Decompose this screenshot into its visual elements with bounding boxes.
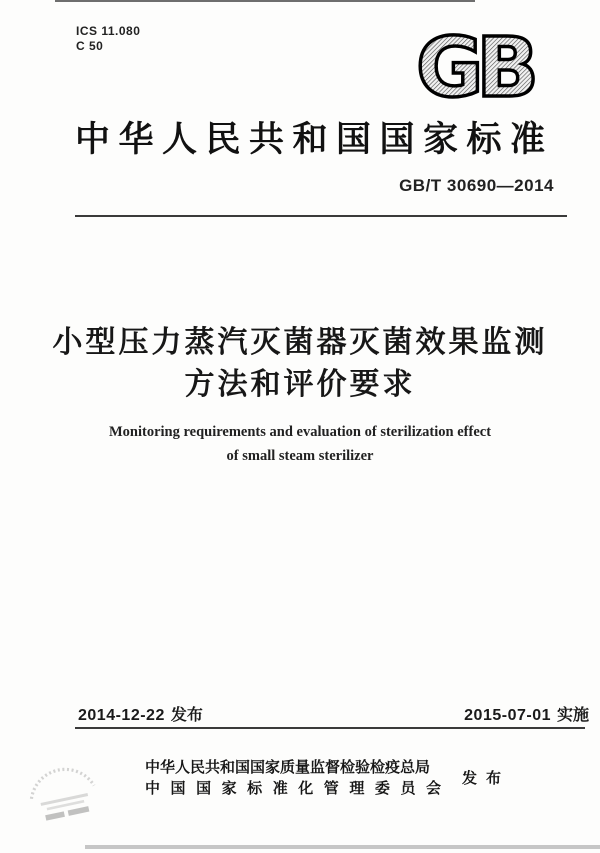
ics-code: ICS 11.080 [76, 24, 141, 38]
issue-label: 发布 [170, 707, 203, 724]
dates-row [78, 702, 589, 725]
gb-logo-text: GB [416, 30, 532, 104]
standard-number: GB/T 30690—2014 [399, 176, 554, 195]
scan-edge-artifact [55, 0, 475, 2]
implement-date-group [464, 702, 589, 725]
issue-date-group [78, 702, 203, 725]
gb-logo-icon [412, 30, 536, 104]
implement-date: 2015-07-01 [464, 707, 551, 724]
publisher-line1: 中华人民共和国国家质量监督检验检疫总局 [145, 759, 431, 776]
implement-label: 实施 [556, 707, 589, 724]
national-standard-header: 中华人民共和国国家标准 [75, 120, 545, 159]
footer-rule [75, 727, 585, 729]
standard-title-cn [0, 322, 600, 406]
publisher-block [145, 757, 441, 799]
standard-title-en [0, 420, 600, 468]
title-cn-line1: 小型压力蒸汽灭菌器灭菌效果监测 [52, 326, 548, 359]
title-en-line1: Monitoring requirements and evaluation of sterilization effect [108, 424, 492, 440]
issue-date: 2014-12-22 [78, 707, 165, 724]
scan-bottom-band [85, 845, 600, 849]
header-rule [75, 215, 567, 217]
title-cn-line2: 方法和评价要求 [184, 368, 416, 401]
title-en-line2: of small steam sterilizer [226, 448, 374, 464]
publish-label: 发布 [462, 770, 511, 787]
publisher-line2: 中国国家标准化管理委员会 [145, 780, 441, 797]
ics-classification [76, 24, 140, 54]
stamp-watermark [18, 752, 110, 844]
doc-class-code: C 50 [76, 39, 104, 53]
